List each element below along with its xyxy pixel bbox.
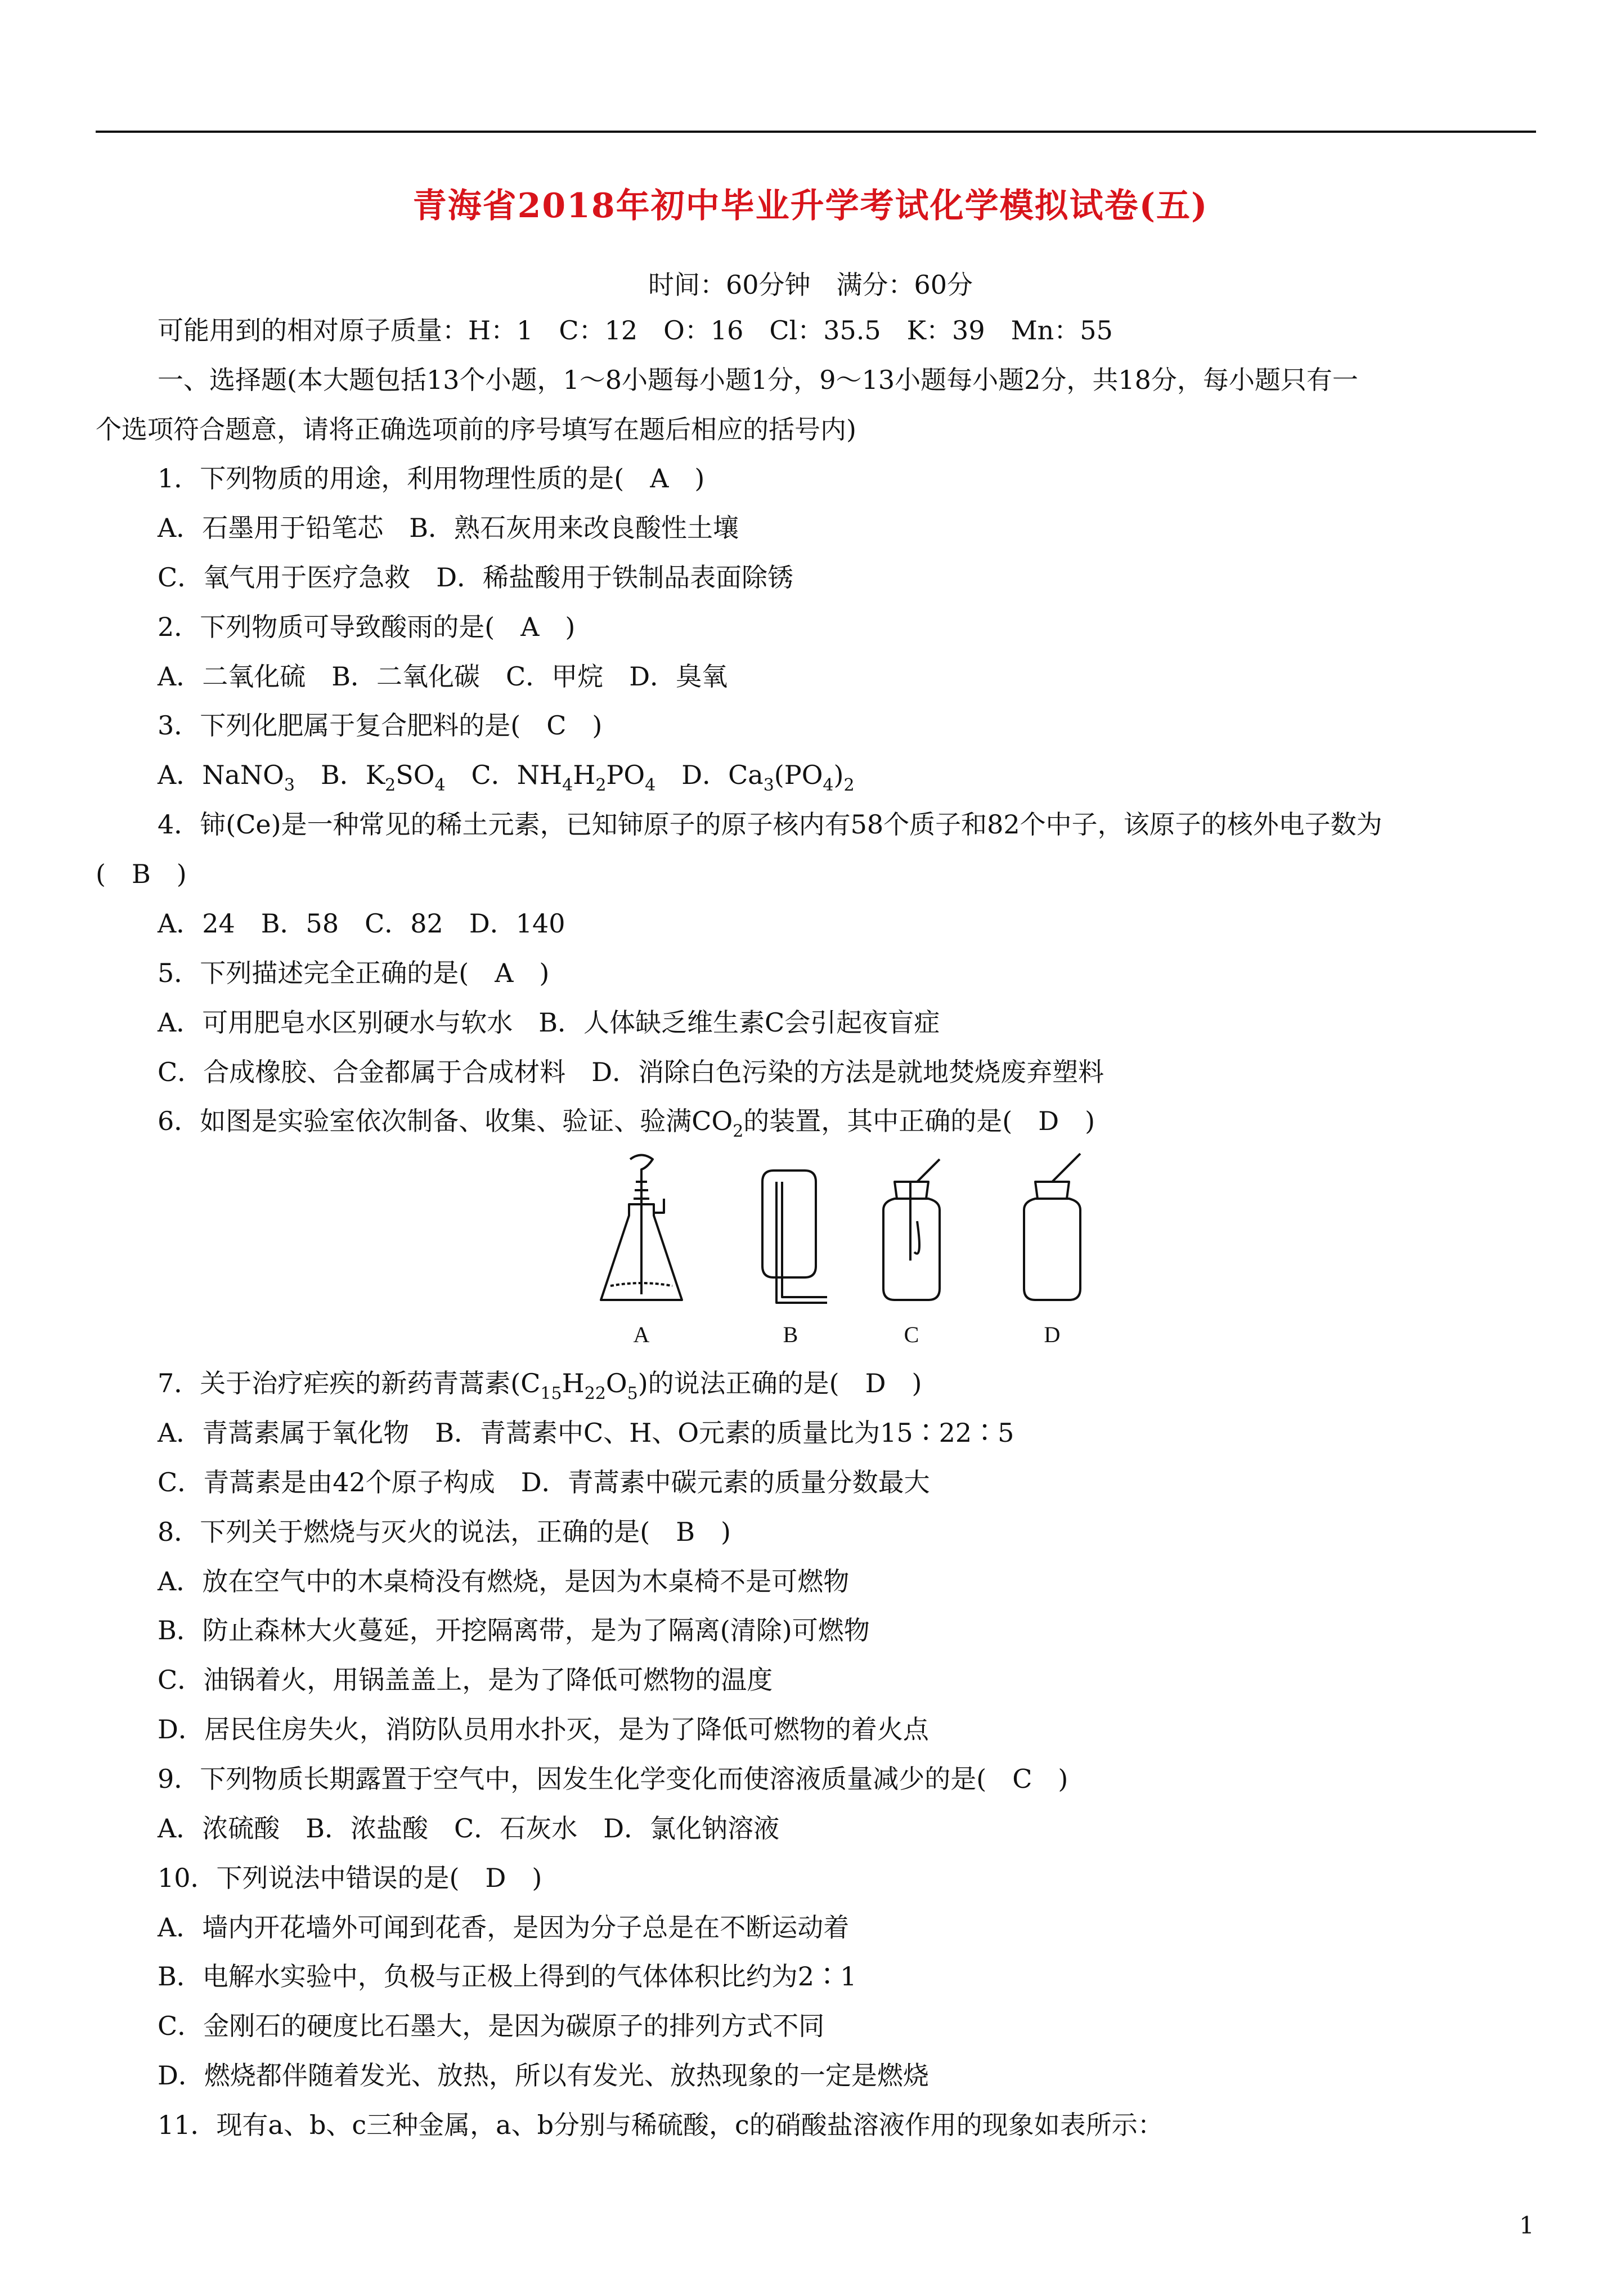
figure-label-b: B <box>783 1322 798 1347</box>
question-1-options: A．石墨用于铅笔芯 B．熟石灰用来改良酸性土壤 <box>158 513 739 543</box>
question-10-option-d: D．燃烧都伴随着发光、放热，所以有发光、放热现象的一定是燃烧 <box>158 2060 929 2091</box>
question-4: 4．铈(Ce)是一种常见的稀土元素，已知铈原子的原子核内有58个质子和82个中子，该原子的核外电子数为 <box>158 809 1382 840</box>
question-5-options: C．合成橡胶、合金都属于合成材料 D．消除白色污染的方法是就地焚烧废弃塑料 <box>158 1057 1104 1087</box>
exam-subtitle: 时间：60分钟 满分：60分 <box>648 270 973 300</box>
exam-title: 青海省2018年初中毕业升学考试化学模拟试卷(五) <box>412 186 1209 226</box>
question-1: 1．下列物质的用途，利用物理性质的是( A ) <box>158 463 705 494</box>
question-7-options: C．青蒿素是由42个原子构成 D．青蒿素中碳元素的质量分数最大 <box>158 1467 930 1497</box>
page-number: 1 <box>1519 2212 1534 2239</box>
question-8-option-a: A．放在空气中的木桌椅没有燃烧，是因为木桌椅不是可燃物 <box>158 1566 850 1597</box>
question-4-options: A．24 B．58 C．82 D．140 <box>158 908 565 939</box>
question-10-option-a: A．墙内开花墙外可闻到花香，是因为分子总是在不断运动着 <box>158 1912 850 1943</box>
question-10-option-c: C．金刚石的硬度比石墨大，是因为碳原子的排列方式不同 <box>158 2011 825 2041</box>
question-7: 7．关于治疗疟疾的新药青蒿素$(C_{15}H_{22}O_5)$的说法正确的是( D ) <box>158 1368 922 1403</box>
question-3: 3．下列化肥属于复合肥料的是( C ) <box>158 710 603 741</box>
question-5: 5．下列描述完全正确的是( A ) <box>158 958 550 988</box>
question-7-options: A．青蒿素属于氧化物 B．青蒿素中C、H、O元素的质量比为15∶22∶5 <box>158 1418 1014 1448</box>
question-8: 8．下列关于燃烧与灭火的说法，正确的是( B ) <box>158 1517 731 1547</box>
question-8-option-d: D．居民住房失火，消防队员用水扑灭，是为了降低可燃物的着火点 <box>158 1714 929 1745</box>
figure-label-c: C <box>904 1322 919 1347</box>
question-11: 11．现有a、b、c三种金属，a、b分别与稀硫酸，c的硝酸盐溶液作用的现象如表所示： <box>158 2110 1164 2140</box>
question-5-options: A．可用肥皂水区别硬水与软水 B．人体缺乏维生素C会引起夜盲症 <box>158 1007 940 1038</box>
section-instructions: 一、选择题(本大题包括13个小题，1～8小题每小题1分，9～13小题每小题2分，共18分，每小题只有一 <box>158 365 1358 395</box>
question-2: 2．下列物质可导致酸雨的是( A ) <box>158 612 576 642</box>
figure-label-a: A <box>633 1322 650 1347</box>
question-3-options: A．NaNO$_3$ B．$K_2SO_4$ C．$NH_4H_2PO_4$ D．$Ca_3(PO_4)_2$ <box>158 760 855 795</box>
question-9-options: A．浓硫酸 B．浓盐酸 C．石灰水 D．氯化钠溶液 <box>158 1813 780 1844</box>
gas-bottle-d-icon <box>1024 1154 1080 1300</box>
flask-apparatus-icon <box>601 1155 682 1301</box>
question-9: 9．下列物质长期露置于空气中，因发生化学变化而使溶液质量减少的是( C ) <box>158 1764 1068 1794</box>
question-4-cont: ( B ) <box>96 859 187 889</box>
figure-label-d: D <box>1044 1322 1061 1347</box>
question-8-option-c: C．油锅着火，用锅盖盖上，是为了降低可燃物的温度 <box>158 1665 773 1695</box>
inverted-bottle-icon <box>762 1171 827 1303</box>
question-1-options: C．氧气用于医疗急救 D．稀盐酸用于铁制品表面除锈 <box>158 562 794 593</box>
question-6: 6．如图是实验室依次制备、收集、验证、验满$CO_2$的装置，其中正确的是( D ) <box>158 1106 1095 1141</box>
question-10: 10．下列说法中错误的是( D ) <box>158 1863 542 1893</box>
atomic-masses: 可能用到的相对原子质量：H：1 C：12 O：16 Cl：35.5 K：39 Mn：55 <box>158 315 1113 346</box>
gas-bottle-c-icon <box>883 1159 940 1300</box>
section-instructions-cont: 个选项符合题意，请将正确选项前的序号填写在题后相应的括号内) <box>96 414 856 445</box>
apparatus-figure <box>580 1148 1114 1351</box>
header-rule <box>96 131 1536 133</box>
question-8-option-b: B．防止森林大火蔓延，开挖隔离带，是为了隔离(清除)可燃物 <box>158 1615 870 1645</box>
question-2-options: A．二氧化硫 B．二氧化碳 C．甲烷 D．臭氧 <box>158 661 728 692</box>
question-10-option-b: B．电解水实验中，负极与正极上得到的气体体积比约为2∶1 <box>158 1961 857 1992</box>
